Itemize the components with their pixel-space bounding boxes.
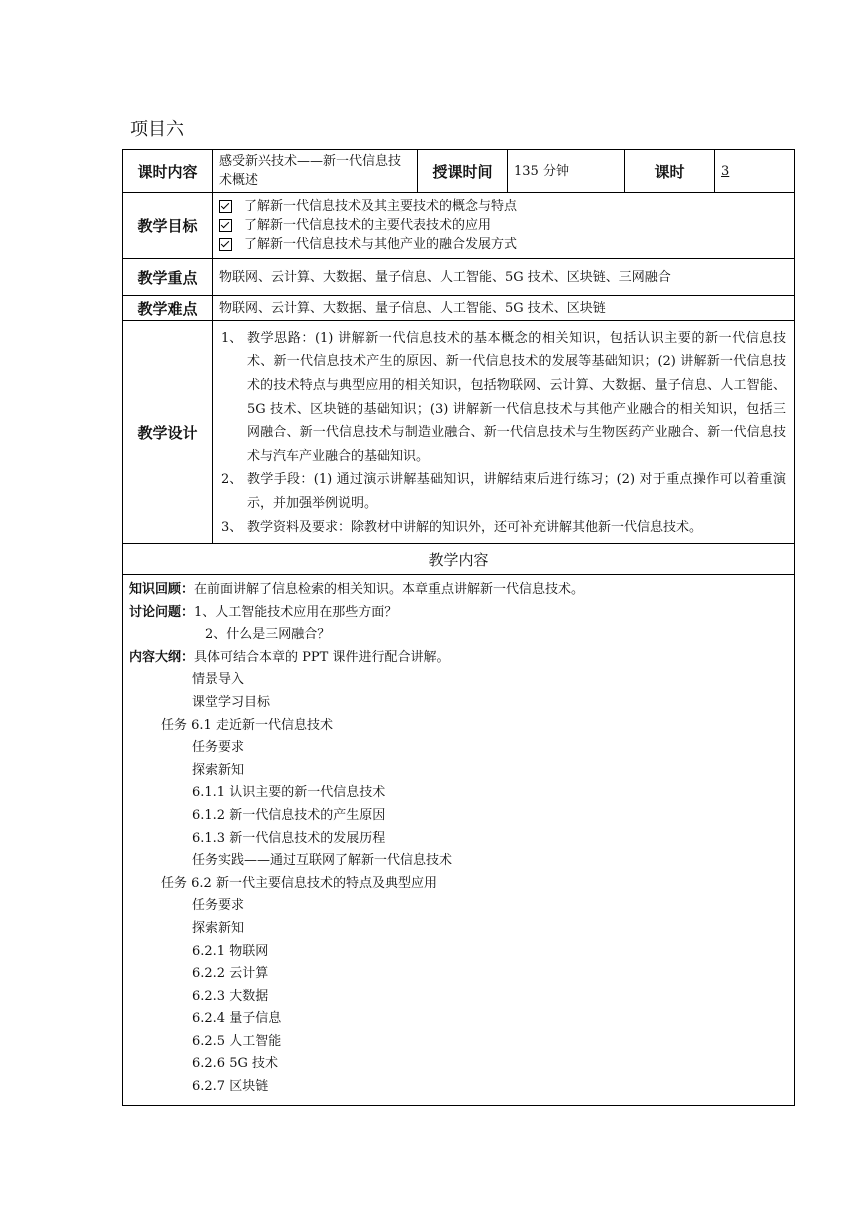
outline-item: 任务要求 — [192, 898, 245, 914]
outline-item: 6.1.2 新一代信息技术的产生原因 — [192, 807, 386, 823]
lesson-plan-table — [122, 149, 795, 1106]
outline-item: 6.2.6 5G 技术 — [192, 1056, 278, 1072]
design-label: 教学设计 — [123, 321, 213, 544]
page-title: 项目六 — [130, 119, 184, 140]
list-item: 2、 教学手段：(1) 通过演示讲解基础知识，讲解结束后进行练习；(2) 对于重点操作可以着重演示，并加强举例说明。 — [221, 472, 786, 511]
outline-item: 6.2.1 物联网 — [192, 943, 269, 959]
design-row — [123, 321, 795, 544]
outline-item: 6.2.4 量子信息 — [192, 1011, 282, 1027]
goals-row — [123, 193, 795, 259]
key-points-label: 教学重点 — [123, 259, 213, 296]
outline-item: 6.1.3 新一代信息技术的发展历程 — [192, 830, 386, 846]
lesson-content-label: 课时内容 — [123, 150, 213, 193]
difficult-points-row — [123, 296, 795, 321]
list-item: 了解新一代信息技术的主要代表技术的应用 — [219, 216, 788, 235]
outline-item: 任务 6.1 走近新一代信息技术 — [161, 717, 333, 733]
goals-label: 教学目标 — [123, 193, 213, 259]
key-points-row — [123, 259, 795, 296]
section-heading: 教学内容 — [123, 544, 795, 575]
outline-item: 课堂学习目标 — [192, 694, 271, 710]
content-body — [123, 575, 795, 1106]
hours-value: 3 — [715, 150, 795, 193]
checkbox-checked-icon — [219, 219, 232, 232]
outline-list — [129, 669, 788, 1098]
list-item: 1、 教学思路：(1) 讲解新一代信息技术的基本概念的相关知识，包括认识主要的新一代信息技术、新一代信息技术产生的原因、新一代信息技术的发展等基础知识；(2) 讲解新一代信息技术的技术特点与典型应用的相关知识，包括物联网、云计算、大数据、量子信息、人工智能、5G 技术、区块链的基础知识；(3) 讲解新一代信息技术与其他产业融合的相关知识，包括三网融合、新一代信息技术与制造业融合、新一代信息技术与生物医药产业融合、新一代信息技术与汽车产业融合的基础知识。 — [221, 330, 786, 464]
header-row — [123, 150, 795, 193]
outline-item: 任务要求 — [192, 740, 245, 756]
list-item: 3、 教学资料及要求：除教材中讲解的知识外，还可补充讲解其他新一代信息技术。 — [221, 519, 703, 535]
outline-item: 6.2.7 区块链 — [192, 1079, 269, 1095]
outline-item: 6.1.1 认识主要的新一代信息技术 — [192, 785, 386, 801]
outline-item: 探索新知 — [192, 920, 245, 936]
hours-label: 课时 — [625, 150, 715, 193]
outline-item: 任务实践——通过互联网了解新一代信息技术 — [192, 853, 453, 869]
outline-item: 探索新知 — [192, 762, 245, 778]
list-item: 了解新一代信息技术与其他产业的融合发展方式 — [219, 235, 788, 254]
goals-list — [213, 195, 794, 256]
outline-item: 情景导入 — [192, 672, 245, 688]
outline-line: 内容大纲：具体可结合本章的 PPT 课件进行配合讲解。 — [129, 649, 450, 665]
list-item: 了解新一代信息技术及其主要技术的概念与特点 — [219, 197, 788, 216]
discussion-line: 讨论问题：1、人工智能技术应用在那些方面？ — [129, 604, 398, 620]
checkbox-checked-icon — [219, 200, 232, 213]
outline-item: 6.2.5 人工智能 — [192, 1033, 282, 1049]
difficult-points-label: 教学难点 — [123, 296, 213, 321]
checkbox-checked-icon — [219, 238, 232, 251]
lesson-content-value: 感受新兴技术——新一代信息技术概述 — [213, 150, 418, 193]
key-points-value: 物联网、云计算、大数据、量子信息、人工智能、5G 技术、区块链、三网融合 — [213, 259, 795, 296]
outline-item: 6.2.3 大数据 — [192, 988, 269, 1004]
teach-time-label: 授课时间 — [418, 150, 508, 193]
discussion-line: 2、什么是三网融合？ — [205, 627, 331, 643]
content-row — [123, 575, 795, 1106]
design-list — [213, 323, 794, 541]
content-heading-row — [123, 544, 795, 575]
outline-item: 任务 6.2 新一代主要信息技术的特点及典型应用 — [161, 875, 437, 891]
difficult-points-value: 物联网、云计算、大数据、量子信息、人工智能、5G 技术、区块链 — [213, 296, 795, 321]
outline-item: 6.2.2 云计算 — [192, 966, 269, 982]
teach-time-value: 135 分钟 — [508, 150, 625, 193]
review-line: 知识回顾：在前面讲解了信息检索的相关知识。本章重点讲解新一代信息技术。 — [129, 582, 585, 597]
